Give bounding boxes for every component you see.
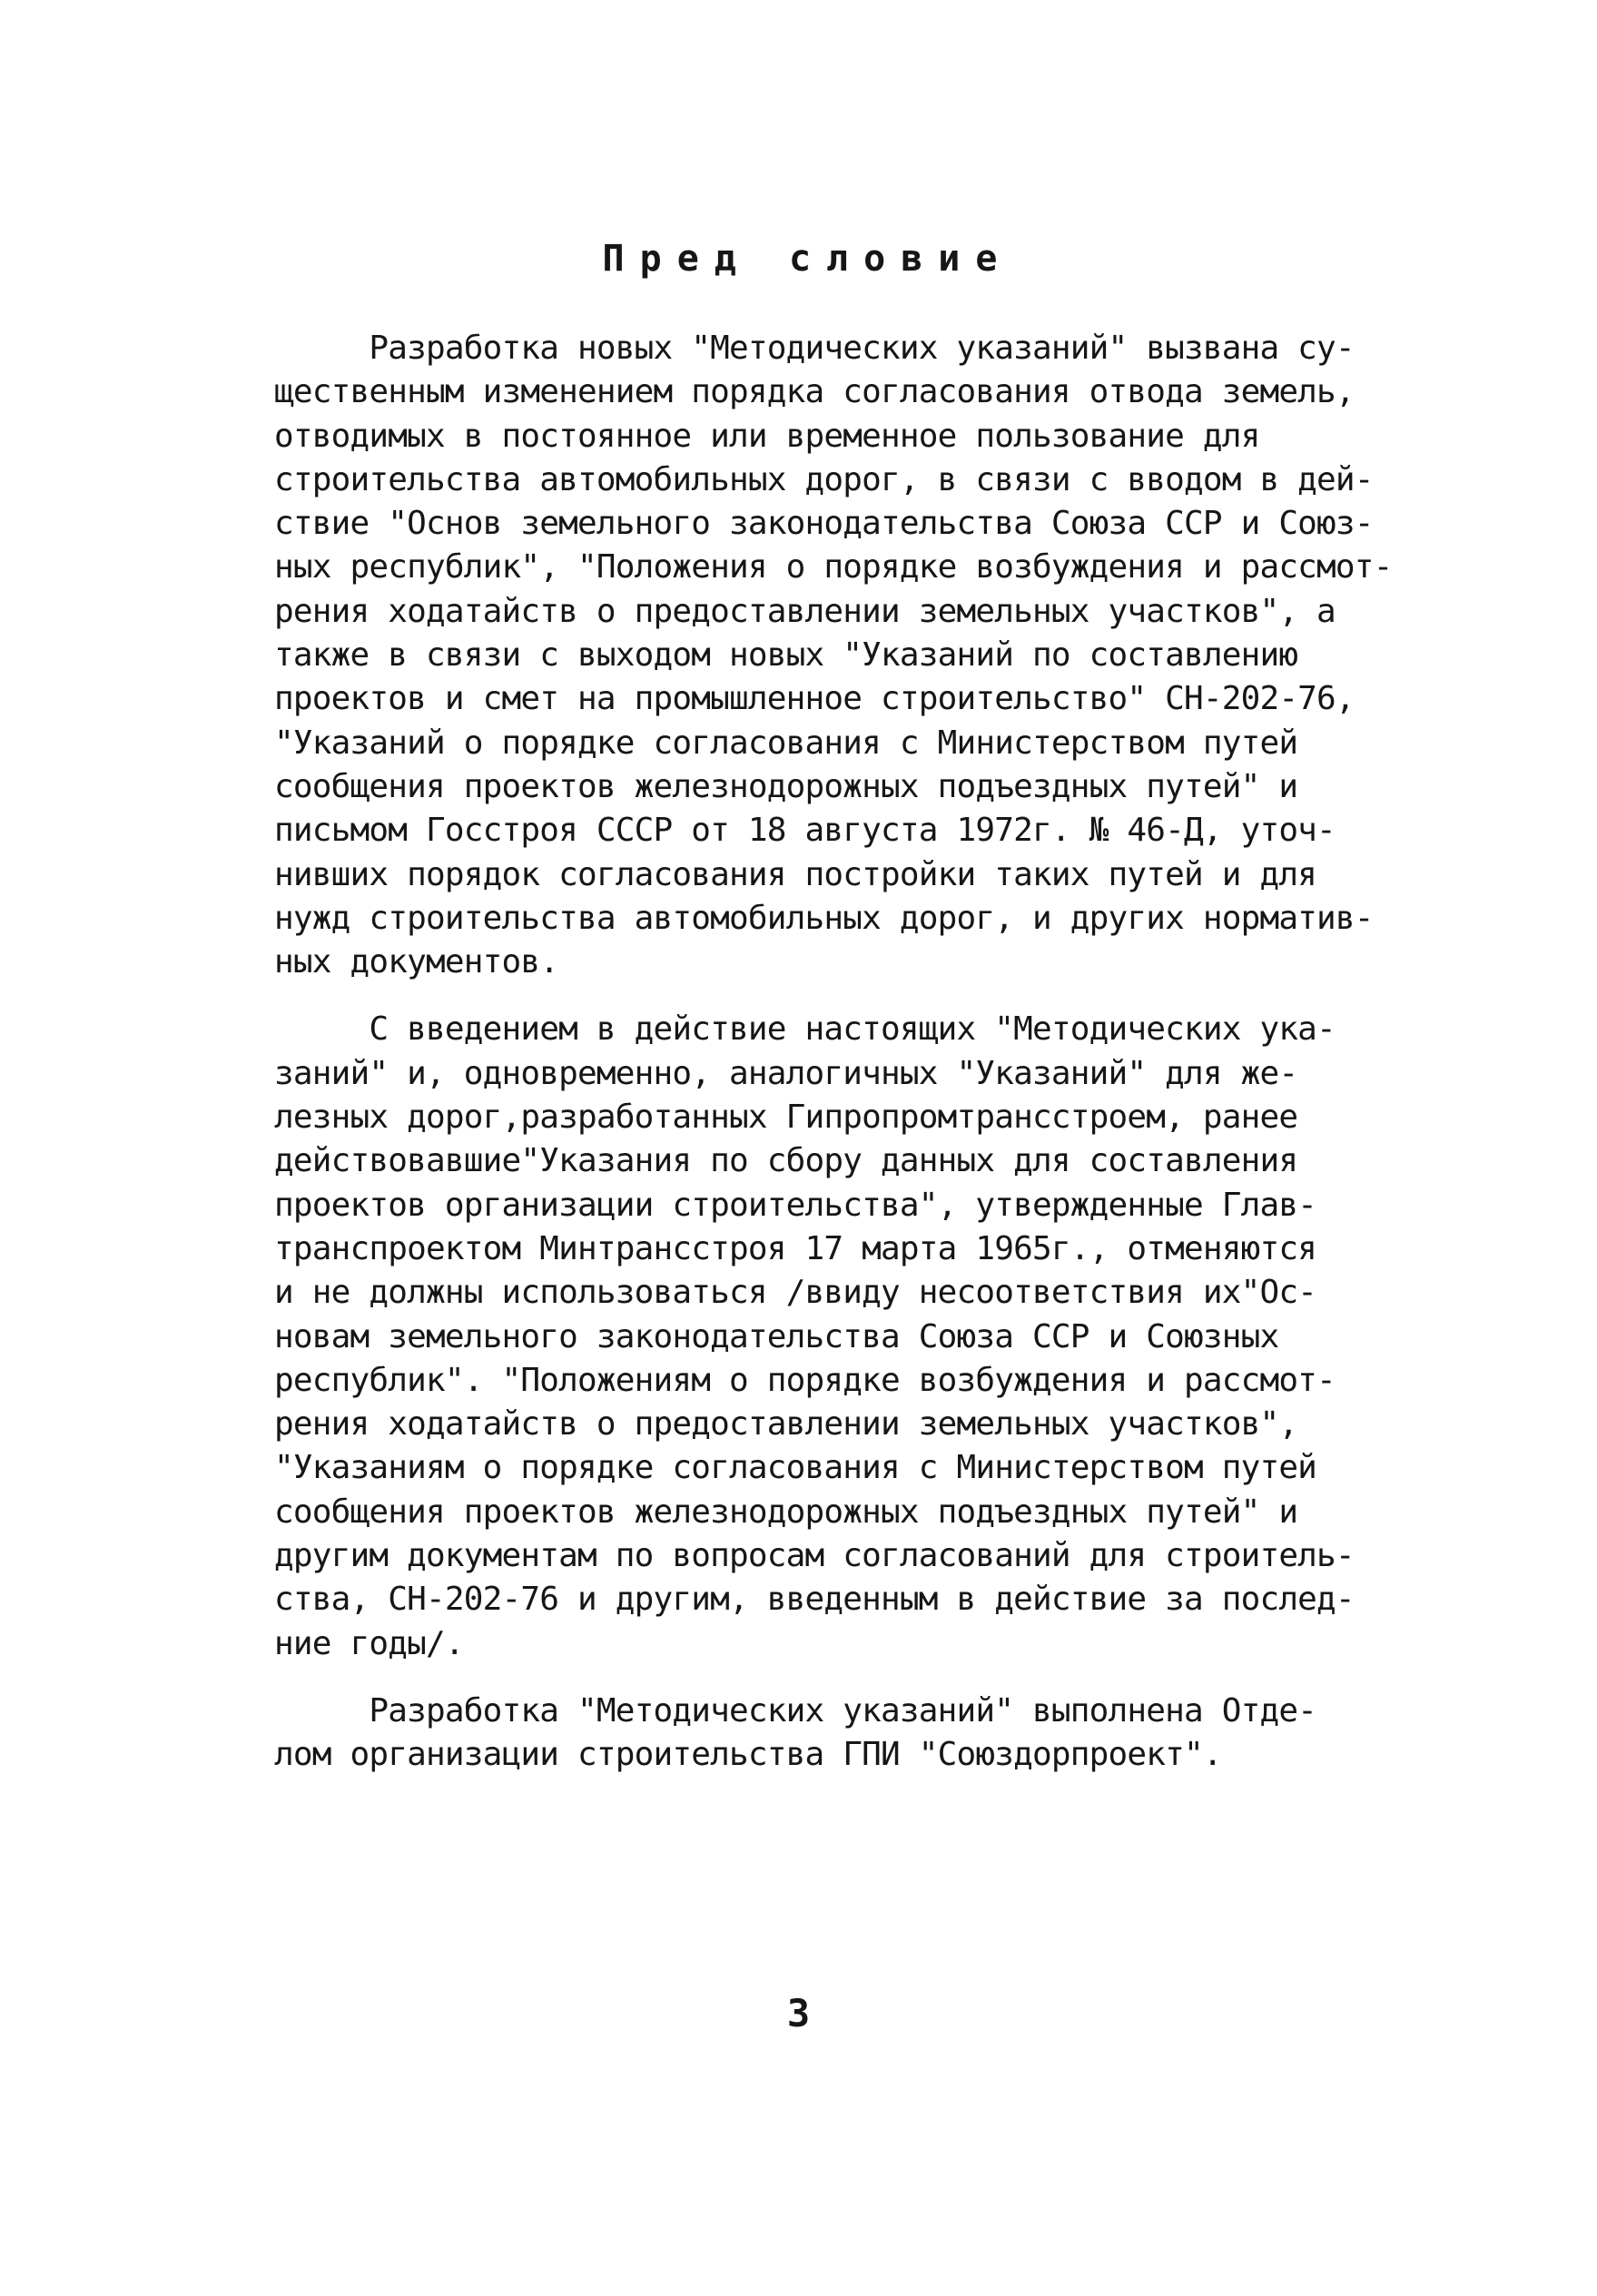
paragraph-2 [274, 1008, 1400, 1665]
paragraph-gap [274, 984, 1400, 1008]
text-line: рения ходатайств о предоставлении земельных участков", а [274, 592, 1336, 630]
text-line: сообщения проектов железнодорожных подъездных путей" и [274, 767, 1298, 805]
text-line: республик". "Положениям о порядке возбуждения и рассмот- [274, 1361, 1336, 1399]
text-line: "Указаний о порядке согласования с Министерством путей [274, 724, 1298, 762]
text-line: щественным изменением порядка согласования отвода земель, [274, 373, 1355, 411]
paragraph-gap [274, 1666, 1400, 1690]
page-title: Пред словие [602, 238, 1013, 280]
text-line: ствие "Основ земельного законодательства Союза ССР и Союз- [274, 505, 1374, 543]
text-line: рения ходатайств о предоставлении земельных участков", [274, 1405, 1298, 1444]
text-line: сообщения проектов железнодорожных подъездных путей" и [274, 1493, 1298, 1531]
text-line: отводимых в постоянное или временное пользование для [274, 417, 1260, 455]
text-line: "Указаниям о порядке согласования с Министерством путей [274, 1449, 1317, 1487]
text-line: Разработка новых "Методических указаний" вызвана су- [274, 330, 1355, 367]
text-line: строительства автомобильных дорог, в связи с вводом в дей- [274, 460, 1374, 498]
text-line: заний" и, одновременно, аналогичных "Указаний" для же- [274, 1054, 1298, 1092]
body-text [274, 327, 1400, 1778]
text-line: письмом Госстроя СССР от 18 августа 1972г. № 46-Д, уточ- [274, 812, 1336, 850]
page-number: 3 [786, 1991, 811, 2035]
text-line: другим документам по вопросам согласований для строитель- [274, 1537, 1355, 1575]
text-line: С введением в действие настоящих "Методических ука- [274, 1010, 1336, 1049]
paragraph-3 [274, 1690, 1400, 1778]
text-line: действовавшие"Указания по сбору данных для составления [274, 1142, 1298, 1180]
text-line: ства, СН-202-76 и другим, введенным в действие за послед- [274, 1581, 1355, 1619]
text-line: ных республик", "Положения о порядке возбуждения и рассмот- [274, 548, 1393, 586]
text-line: ние годы/. [274, 1624, 464, 1662]
text-line: проектов и смет на промышленное строительство" СН-202-76, [274, 680, 1355, 718]
paragraph-1 [274, 327, 1400, 984]
text-line: проектов организации строительства", утвержденные Глав- [274, 1186, 1317, 1224]
text-line: нужд строительства автомобильных дорог, и других норматив- [274, 899, 1374, 937]
text-line: лом организации строительства ГПИ "Союздорпроект". [274, 1736, 1222, 1774]
text-line: также в связи с выходом новых "Указаний по составлению [274, 636, 1298, 675]
text-line: Разработка "Методических указаний" выполнена Отде- [274, 1691, 1317, 1729]
text-line: новам земельного законодательства Союза ССР и Союзных [274, 1317, 1279, 1355]
text-line: лезных дорог,разработанных Гипропромтрансстроем, ранее [274, 1099, 1298, 1137]
text-line: транспроектом Минтрансстроя 17 марта 1965г., отменяются [274, 1229, 1317, 1267]
text-line: нивших порядок согласования постройки таких путей и для [274, 855, 1317, 893]
text-line: и не должны использоваться /ввиду несоответствия их"Ос- [274, 1274, 1317, 1312]
text-line: ных документов. [274, 943, 559, 981]
